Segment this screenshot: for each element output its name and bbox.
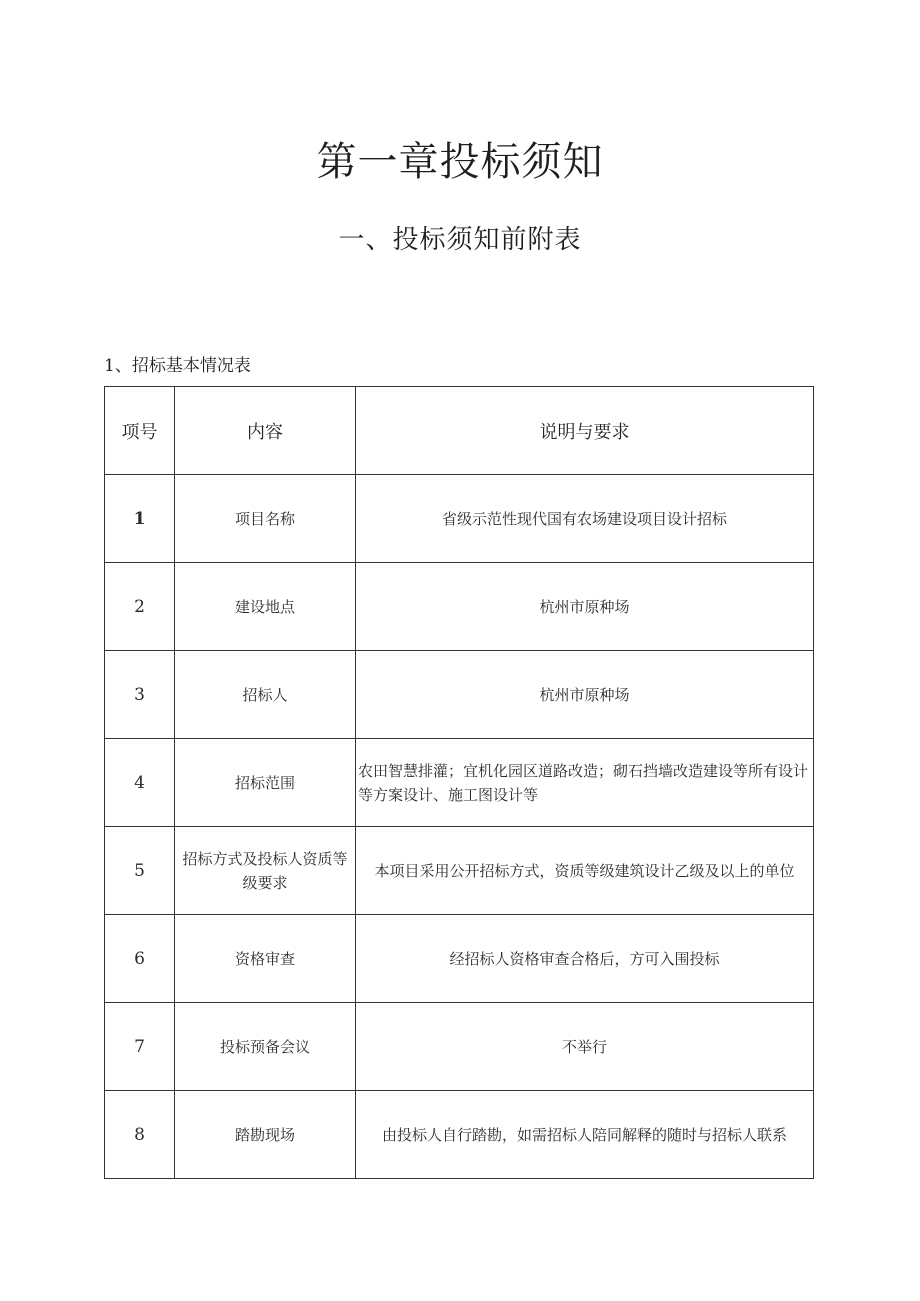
row-no: 2 xyxy=(105,563,175,651)
row-no: 4 xyxy=(105,739,175,827)
row-requirement: 杭州市原种场 xyxy=(356,563,814,651)
row-no: 8 xyxy=(105,1091,175,1179)
row-requirement: 省级示范性现代国有农场建设项目设计招标 xyxy=(356,475,814,563)
table-row xyxy=(105,475,814,563)
table-row xyxy=(105,739,814,827)
row-requirement: 不举行 xyxy=(356,1003,814,1091)
row-no: 1 xyxy=(105,475,175,563)
table-row xyxy=(105,1091,814,1179)
table-header-row xyxy=(105,387,814,475)
row-requirement xyxy=(356,827,814,915)
row-requirement: 农田智慧排灌；宜机化园区道路改造；砌石挡墙改造建设等所有设计等方案设计、施工图设计等 xyxy=(356,739,814,827)
row-requirement-text: 由投标人自行踏勘，如需招标人陪同解释的随时与招标人联系 xyxy=(381,1125,787,1144)
row-no: 5 xyxy=(105,827,175,915)
row-no: 7 xyxy=(105,1003,175,1091)
row-requirement: 经招标人资格审查合格后，方可入围投标 xyxy=(356,915,814,1003)
row-content: 资格审查 xyxy=(175,915,356,1003)
table-caption: 1、招标基本情况表 xyxy=(104,356,251,376)
chapter-title: 第一章投标须知 xyxy=(316,139,604,185)
row-requirement xyxy=(356,1091,814,1179)
header-content: 内容 xyxy=(175,387,356,475)
bidding-info-table xyxy=(104,386,814,1179)
row-content-text: 招标方式及投标人资质等级要求 xyxy=(182,849,348,892)
row-content: 招标人 xyxy=(175,651,356,739)
header-requirement: 说明与要求 xyxy=(356,387,814,475)
row-requirement-text: 本项目采用公开招标方式，资质等级建筑设计乙级及以上的单位 xyxy=(374,861,795,880)
section-title: 一、投标须知前附表 xyxy=(338,225,582,255)
table-row xyxy=(105,563,814,651)
table-row xyxy=(105,827,814,915)
row-content: 建设地点 xyxy=(175,563,356,651)
row-content: 项目名称 xyxy=(175,475,356,563)
row-content: 踏勘现场 xyxy=(175,1091,356,1179)
row-no: 3 xyxy=(105,651,175,739)
table-row xyxy=(105,915,814,1003)
row-content: 招标范围 xyxy=(175,739,356,827)
row-no: 6 xyxy=(105,915,175,1003)
row-requirement: 杭州市原种场 xyxy=(356,651,814,739)
row-content xyxy=(175,827,356,915)
table-row xyxy=(105,651,814,739)
row-content: 投标预备会议 xyxy=(175,1003,356,1091)
table-row xyxy=(105,1003,814,1091)
header-no: 项号 xyxy=(105,387,175,475)
